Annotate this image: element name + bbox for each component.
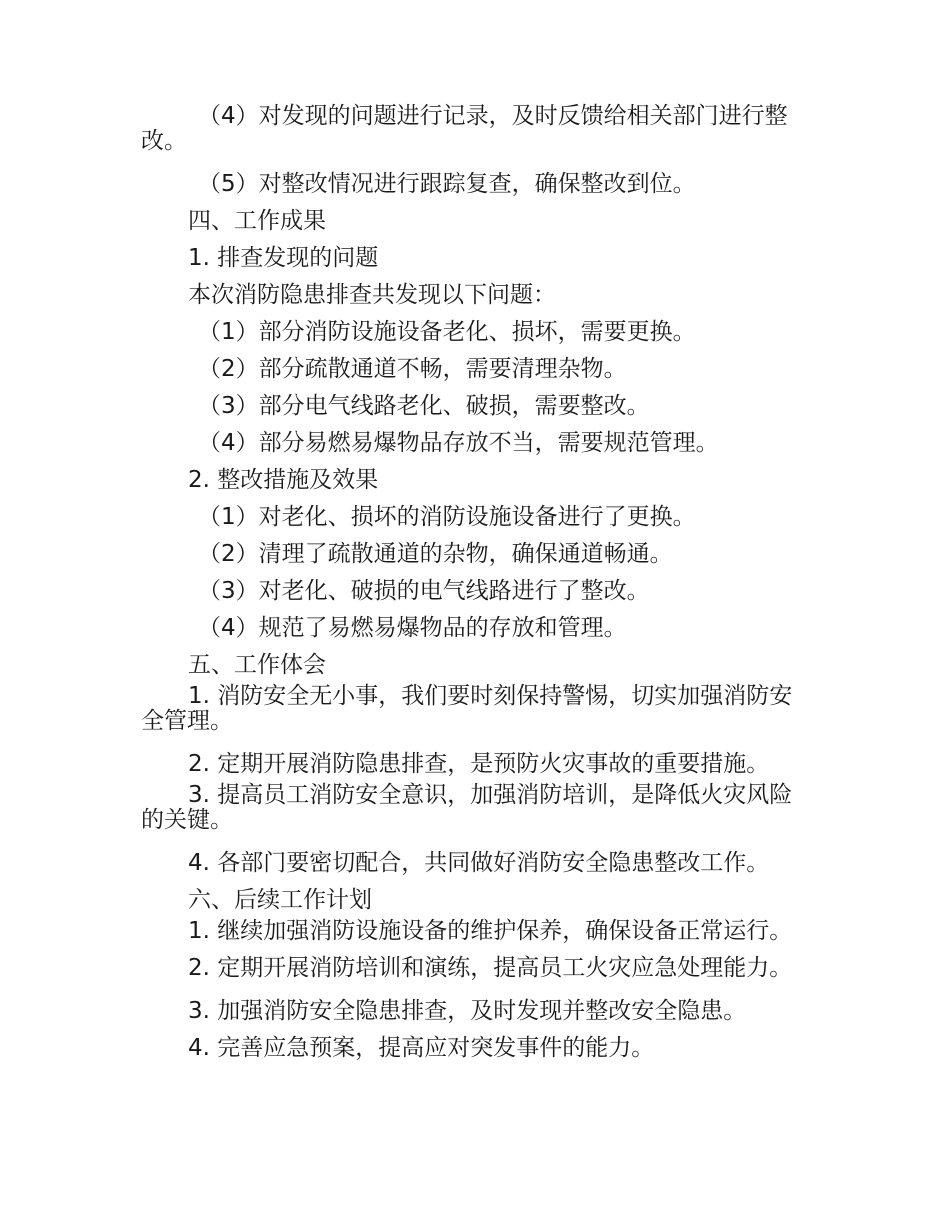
list-item-issue-2: （2）部分疏散通道不畅，需要清理杂物。 bbox=[198, 356, 627, 382]
paragraph-issues-intro: 本次消防隐患排查共发现以下问题： bbox=[188, 282, 556, 308]
list-item-issue-4: （4）部分易燃易爆物品存放不当，需要规范管理。 bbox=[198, 430, 719, 456]
section-heading-experience: 五、工作体会 bbox=[188, 652, 326, 678]
list-item-plan-3: 3. 加强消防安全隐患排查，及时发现并整改安全隐患。 bbox=[188, 998, 747, 1024]
paragraph-check-item-4: （4）对发现的问题进行记录，及时反馈给相关部门进行整改。 bbox=[141, 103, 788, 154]
document-body bbox=[141, 104, 811, 1067]
list-item-plan-4: 4. 完善应急预案，提高应对突发事件的能力。 bbox=[188, 1035, 655, 1061]
subheading-issues-found: 1. 排查发现的问题 bbox=[188, 245, 379, 271]
list-item-plan-2: 2. 定期开展消防培训和演练，提高员工火灾应急处理能力。 bbox=[188, 955, 793, 981]
section-heading-results: 四、工作成果 bbox=[188, 208, 326, 234]
paragraph-check-item-5: （5）对整改情况进行跟踪复查，确保整改到位。 bbox=[198, 171, 696, 197]
list-item-measure-1: （1）对老化、损坏的消防设施设备进行了更换。 bbox=[198, 504, 696, 530]
list-item-issue-1: （1）部分消防设施设备老化、损坏，需要更换。 bbox=[198, 319, 696, 345]
list-item-experience-4: 4. 各部门要密切配合，共同做好消防安全隐患整改工作。 bbox=[188, 850, 770, 876]
list-item-experience-1: 1. 消防安全无小事，我们要时刻保持警惕，切实加强消防安全管理。 bbox=[141, 683, 793, 734]
list-item-measure-4: （4）规范了易燃易爆物品的存放和管理。 bbox=[198, 615, 627, 641]
subheading-measures: 2. 整改措施及效果 bbox=[188, 467, 379, 493]
list-item-experience-3: 3. 提高员工消防安全意识，加强消防培训，是降低火灾风险的关键。 bbox=[141, 782, 793, 833]
section-heading-follow-up: 六、后续工作计划 bbox=[188, 887, 372, 913]
list-item-experience-2: 2. 定期开展消防隐患排查，是预防火灾事故的重要措施。 bbox=[188, 751, 770, 777]
list-item-measure-2: （2）清理了疏散通道的杂物，确保通道畅通。 bbox=[198, 541, 673, 567]
list-item-issue-3: （3）部分电气线路老化、破损，需要整改。 bbox=[198, 393, 650, 419]
list-item-measure-3: （3）对老化、破损的电气线路进行了整改。 bbox=[198, 578, 650, 604]
list-item-plan-1: 1. 继续加强消防设施设备的维护保养，确保设备正常运行。 bbox=[188, 918, 793, 944]
